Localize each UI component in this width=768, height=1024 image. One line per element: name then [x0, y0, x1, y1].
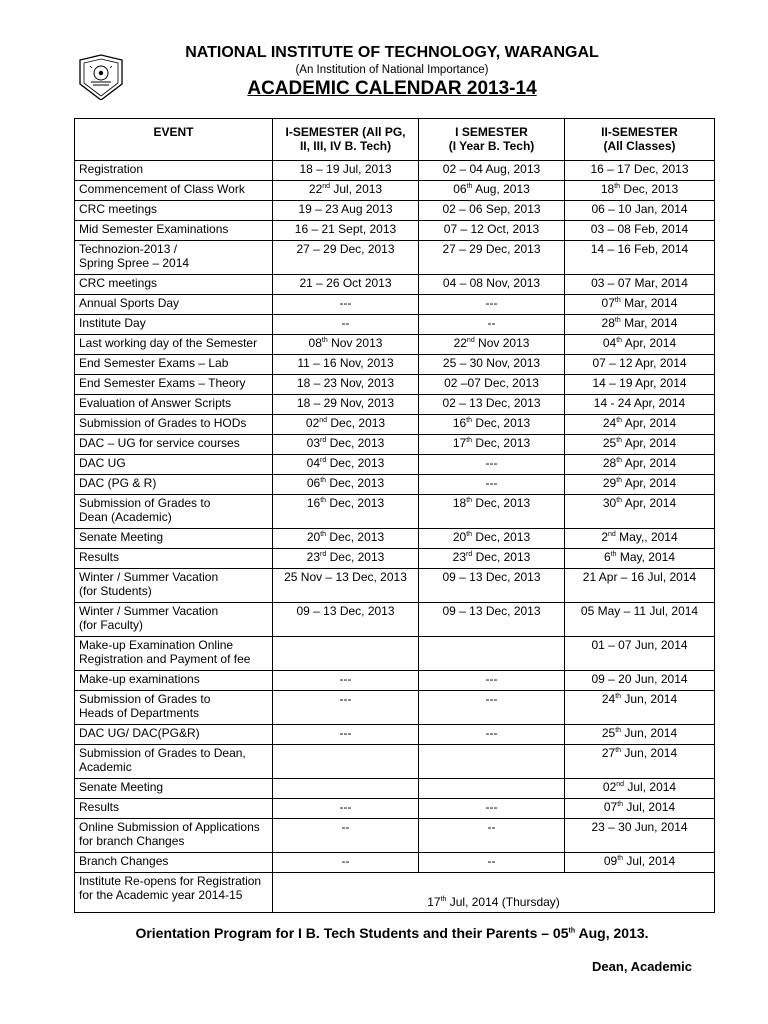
date-cell: 14 - 24 Apr, 2014	[565, 395, 715, 415]
event-cell: Evaluation of Answer Scripts	[75, 395, 273, 415]
event-cell: Institute Re-opens for Registration for the Academic year 2014-15	[75, 873, 273, 913]
table-row	[75, 241, 715, 275]
event-cell: Submission of Grades to Dean (Academic)	[75, 495, 273, 529]
date-cell: 06th Dec, 2013	[273, 475, 419, 495]
page-title: ACADEMIC CALENDAR 2013-14	[247, 78, 537, 99]
table-row	[75, 181, 715, 201]
table-row	[75, 671, 715, 691]
date-cell: 19 – 23 Aug 2013	[273, 201, 419, 221]
date-cell: 16 – 21 Sept, 2013	[273, 221, 419, 241]
event-cell: Submission of Grades to Dean, Academic	[75, 745, 273, 779]
date-cell: 02nd Dec, 2013	[273, 415, 419, 435]
date-cell: ---	[273, 799, 419, 819]
table-row	[75, 335, 715, 355]
date-cell: 05 May – 11 Jul, 2014	[565, 603, 715, 637]
date-cell: 17th Dec, 2013	[419, 435, 565, 455]
table-row	[75, 725, 715, 745]
table-row	[75, 603, 715, 637]
event-cell: Winter / Summer Vacation (for Faculty)	[75, 603, 273, 637]
date-cell: 02 –07 Dec, 2013	[419, 375, 565, 395]
table-row	[75, 799, 715, 819]
date-cell: 03rd Dec, 2013	[273, 435, 419, 455]
date-cell	[419, 637, 565, 671]
table-row	[75, 779, 715, 799]
date-cell: 14 – 16 Feb, 2014	[565, 241, 715, 275]
table-row	[75, 819, 715, 853]
date-cell: 23rd Dec, 2013	[419, 549, 565, 569]
table-row	[75, 275, 715, 295]
signature-dean: Dean, Academic	[592, 959, 692, 974]
event-cell: Results	[75, 549, 273, 569]
column-header: I SEMESTER (I Year B. Tech)	[419, 119, 565, 161]
date-cell: 23rd Dec, 2013	[273, 549, 419, 569]
date-cell: 30th Apr, 2014	[565, 495, 715, 529]
event-cell: Make-up Examination Online Registration and Payment of fee	[75, 637, 273, 671]
table-row	[75, 637, 715, 671]
date-cell: 09 – 13 Dec, 2013	[419, 569, 565, 603]
date-cell: 20th Dec, 2013	[419, 529, 565, 549]
event-cell: DAC UG/ DAC(PG&R)	[75, 725, 273, 745]
date-cell: 22nd Jul, 2013	[273, 181, 419, 201]
date-cell: 02 – 06 Sep, 2013	[419, 201, 565, 221]
institute-subtitle: (An Institution of National Importance)	[295, 64, 489, 76]
event-cell: Branch Changes	[75, 853, 273, 873]
date-cell: 21 – 26 Oct 2013	[273, 275, 419, 295]
date-cell: 01 – 07 Jun, 2014	[565, 637, 715, 671]
date-cell: 16th Dec, 2013	[419, 415, 565, 435]
date-cell: ---	[419, 691, 565, 725]
date-cell	[419, 779, 565, 799]
date-cell: 24th Jun, 2014	[565, 691, 715, 725]
date-cell: 6th May, 2014	[565, 549, 715, 569]
date-cell: 25 – 30 Nov, 2013	[419, 355, 565, 375]
date-cell: 06th Aug, 2013	[419, 181, 565, 201]
date-cell: --	[273, 315, 419, 335]
column-header: II-SEMESTER (All Classes)	[565, 119, 715, 161]
date-cell: 08th Nov 2013	[273, 335, 419, 355]
date-cell: ---	[419, 455, 565, 475]
table-row	[75, 375, 715, 395]
date-cell: 16th Dec, 2013	[273, 495, 419, 529]
date-cell: 25th Apr, 2014	[565, 435, 715, 455]
date-cell: 04th Apr, 2014	[565, 335, 715, 355]
date-cell: ---	[419, 799, 565, 819]
date-cell	[419, 745, 565, 779]
date-cell: 27th Jun, 2014	[565, 745, 715, 779]
event-cell: DAC UG	[75, 455, 273, 475]
table-header-row	[75, 119, 715, 161]
reopen-date-cell: 17th Jul, 2014 (Thursday)	[273, 873, 715, 913]
table-row	[75, 475, 715, 495]
table-row	[75, 315, 715, 335]
date-cell: 07th Mar, 2014	[565, 295, 715, 315]
date-cell: 22nd Nov 2013	[419, 335, 565, 355]
event-cell: Institute Day	[75, 315, 273, 335]
date-cell: --	[419, 315, 565, 335]
date-cell: --	[419, 819, 565, 853]
table-row	[75, 495, 715, 529]
date-cell: 23 – 30 Jun, 2014	[565, 819, 715, 853]
table-row	[75, 395, 715, 415]
date-cell: 18 – 29 Nov, 2013	[273, 395, 419, 415]
academic-calendar-table	[74, 118, 715, 913]
event-cell: Annual Sports Day	[75, 295, 273, 315]
date-cell: 09 – 13 Dec, 2013	[419, 603, 565, 637]
event-cell: Mid Semester Examinations	[75, 221, 273, 241]
date-cell: 24th Apr, 2014	[565, 415, 715, 435]
event-cell: DAC (PG & R)	[75, 475, 273, 495]
event-cell: Senate Meeting	[75, 779, 273, 799]
event-cell: CRC meetings	[75, 201, 273, 221]
date-cell: --	[273, 853, 419, 873]
date-cell: 25th Jun, 2014	[565, 725, 715, 745]
date-cell: 09 – 13 Dec, 2013	[273, 603, 419, 637]
event-cell: CRC meetings	[75, 275, 273, 295]
date-cell: 04 – 08 Nov, 2013	[419, 275, 565, 295]
date-cell: 02nd Jul, 2014	[565, 779, 715, 799]
date-cell: 20th Dec, 2013	[273, 529, 419, 549]
event-cell: End Semester Exams – Lab	[75, 355, 273, 375]
event-cell: End Semester Exams – Theory	[75, 375, 273, 395]
date-cell: ---	[419, 671, 565, 691]
date-cell: 18th Dec, 2013	[419, 495, 565, 529]
date-cell: 09 – 20 Jun, 2014	[565, 671, 715, 691]
table-row	[75, 455, 715, 475]
table-row	[75, 355, 715, 375]
date-cell: 29th Apr, 2014	[565, 475, 715, 495]
date-cell: ---	[419, 295, 565, 315]
date-cell: 07th Jul, 2014	[565, 799, 715, 819]
table-row	[75, 201, 715, 221]
table-row	[75, 853, 715, 873]
table-row	[75, 161, 715, 181]
date-cell: --	[273, 819, 419, 853]
date-cell: 11 – 16 Nov, 2013	[273, 355, 419, 375]
table-row	[75, 569, 715, 603]
event-cell: Submission of Grades to HODs	[75, 415, 273, 435]
date-cell: 28th Mar, 2014	[565, 315, 715, 335]
date-cell: 28th Apr, 2014	[565, 455, 715, 475]
date-cell: 18 – 23 Nov, 2013	[273, 375, 419, 395]
date-cell	[273, 637, 419, 671]
date-cell: 2nd May,, 2014	[565, 529, 715, 549]
table-row	[75, 221, 715, 241]
table-row	[75, 691, 715, 725]
table-row	[75, 549, 715, 569]
column-header: EVENT	[75, 119, 273, 161]
event-cell: Commencement of Class Work	[75, 181, 273, 201]
date-cell: ---	[273, 671, 419, 691]
event-cell: Online Submission of Applications for branch Changes	[75, 819, 273, 853]
date-cell: 27 – 29 Dec, 2013	[273, 241, 419, 275]
date-cell: 18th Dec, 2013	[565, 181, 715, 201]
table-row	[75, 529, 715, 549]
event-cell: Last working day of the Semester	[75, 335, 273, 355]
date-cell: 16 – 17 Dec, 2013	[565, 161, 715, 181]
date-cell: 09th Jul, 2014	[565, 853, 715, 873]
date-cell: ---	[419, 725, 565, 745]
date-cell: 03 – 08 Feb, 2014	[565, 221, 715, 241]
date-cell	[273, 745, 419, 779]
date-cell: 06 – 10 Jan, 2014	[565, 201, 715, 221]
event-cell: Results	[75, 799, 273, 819]
date-cell: 04rd Dec, 2013	[273, 455, 419, 475]
event-cell: Make-up examinations	[75, 671, 273, 691]
table-row	[75, 745, 715, 779]
date-cell: 14 – 19 Apr, 2014	[565, 375, 715, 395]
event-cell: Senate Meeting	[75, 529, 273, 549]
date-cell: ---	[273, 691, 419, 725]
date-cell: 07 – 12 Apr, 2014	[565, 355, 715, 375]
column-header: I-SEMESTER (All PG, II, III, IV B. Tech)	[273, 119, 419, 161]
date-cell: 21 Apr – 16 Jul, 2014	[565, 569, 715, 603]
date-cell: ---	[273, 725, 419, 745]
date-cell: --	[419, 853, 565, 873]
institute-name: NATIONAL INSTITUTE OF TECHNOLOGY, WARANGAL	[185, 44, 599, 61]
date-cell: 25 Nov – 13 Dec, 2013	[273, 569, 419, 603]
table-row	[75, 295, 715, 315]
table-row	[75, 415, 715, 435]
date-cell: 02 – 13 Dec, 2013	[419, 395, 565, 415]
date-cell: ---	[419, 475, 565, 495]
event-cell: DAC – UG for service courses	[75, 435, 273, 455]
date-cell	[273, 779, 419, 799]
table-row	[75, 873, 715, 913]
event-cell: Registration	[75, 161, 273, 181]
date-cell: 02 – 04 Aug, 2013	[419, 161, 565, 181]
date-cell: 27 – 29 Dec, 2013	[419, 241, 565, 275]
event-cell: Winter / Summer Vacation (for Students)	[75, 569, 273, 603]
date-cell: 03 – 07 Mar, 2014	[565, 275, 715, 295]
event-cell: Submission of Grades to Heads of Departments	[75, 691, 273, 725]
date-cell: 18 – 19 Jul, 2013	[273, 161, 419, 181]
orientation-note: Orientation Program for I B. Tech Students and their Parents – 05th Aug, 2013.	[135, 925, 649, 941]
date-cell: 07 – 12 Oct, 2013	[419, 221, 565, 241]
table-row	[75, 435, 715, 455]
event-cell: Technozion-2013 / Spring Spree – 2014	[75, 241, 273, 275]
date-cell: ---	[273, 295, 419, 315]
